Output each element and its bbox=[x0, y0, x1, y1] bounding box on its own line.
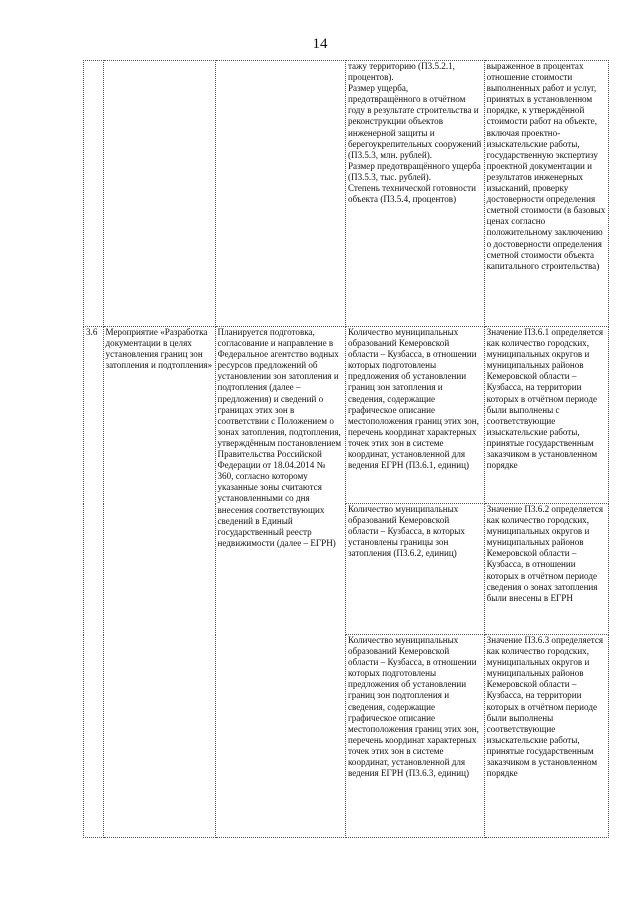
method-text: Значение П3.6.2 определяется как количество городских, муниципальных округов и муниципальных районов Кемеровской области – Кузбасса, в отношении которых в отчётном периоде сведения о зонах затопления были внесены в ЕГРН bbox=[486, 504, 604, 603]
cell-method bbox=[484, 61, 608, 327]
cell-description-empty bbox=[215, 61, 345, 327]
method-text: выраженное в процентах отношение стоимости выполненных работ и услуг, принятых в установленном порядке, к утверждённой стоимости работ на объекте, включая проектно-изыскательские работы, государственную экспертизу проектной документации и результатов инженерных изысканий, проверку достоверности определения сметной стоимости (в базовых ценах согласно положительному заключению о достоверности определения сметной стоимости объекта капитального строительства) bbox=[486, 61, 606, 271]
cell-indicator bbox=[345, 327, 484, 504]
indicator-text: тажу территорию (П3.5.2.1, процентов). Размер ущерба, предотвращённого в отчётном году в результате строительства и реконструкции объектов инженерной защиты и берегоукрепительных сооружений (П3.5.3, млн. рублей). Размер предотвращённого ущерба (П3.5.3, тыс. рублей). Степень технической готовности объекта (П3.5.4, процентов) bbox=[347, 61, 482, 205]
page-number: 14 bbox=[312, 36, 328, 52]
cell-measure-empty bbox=[103, 61, 215, 327]
indicator-text: Количество муниципальных образований Кемеровской области – Кузбасса, в отношении которых подготовлены предложения об установлении границ зон затопления и сведения, содержащие графическое описание местоположения границ этих зон, перечень координат характерных точек этих зон в системе координат, установленной для ведения ЕГРН (П3.6.1, единиц) bbox=[347, 327, 479, 471]
cell-indicator bbox=[345, 504, 484, 635]
measures-table bbox=[83, 60, 609, 838]
cell-measure bbox=[103, 327, 215, 838]
cell-indicator bbox=[345, 61, 484, 327]
measure-description: Планируется подготовка, согласование и направление в Федеральное агентство водных ресурсов предложений об установлении зон затопления и подтопления (далее – предложения) и сведений о границах этих зон в соответствии с Положением о зонах затопления, подтопления, утверждённым постановлением Правительства Российской Федерации от 18.04.2014 № 360, согласно которому указанные зоны считаются установленными со дня внесения соответствующих сведений в Единый государственный реестр недвижимости (далее – ЕГРН) bbox=[217, 327, 342, 548]
cell-description bbox=[215, 327, 345, 838]
cell-method bbox=[484, 635, 608, 838]
cell-method bbox=[484, 327, 608, 504]
method-text: Значение П3.6.1 определяется как количество городских, муниципальных округов и муниципальных районов Кемеровской области – Кузбасса, на территории которых в отчётном периоде были выполнены с соответствующие изыскательские работы, принятые государственным заказчиком в установленном порядке bbox=[486, 327, 604, 471]
method-text: Значение П3.6.3 определяется как количество городских, муниципальных округов и муниципальных районов Кемеровской области – Кузбасса, на территории которых в отчётном периоде были выполнены соответствующие изыскательские работы, принятые государственным заказчиком в установленном порядке bbox=[486, 635, 604, 779]
indicator-text: Количество муниципальных образований Кемеровской области – Кузбасса, в которых установлены границы зон затопления (П3.6.2, единиц) bbox=[347, 504, 465, 559]
cell-indicator bbox=[345, 635, 484, 838]
cell-number-empty bbox=[84, 61, 104, 327]
cell-row-number bbox=[84, 327, 104, 838]
indicator-text: Количество муниципальных образований Кемеровской области – Кузбасса, в отношении которых подготовлены предложения об установлении границ зон подтопления и сведения, содержащие графическое описание местоположения границ этих зон, перечень координат характерных точек этих зон в системе координат, установленной для ведения ЕГРН (П3.6.3, единиц) bbox=[347, 635, 479, 779]
table-row-continued bbox=[84, 61, 609, 327]
table-row-3-6-first bbox=[84, 327, 609, 504]
measure-name: Мероприятие «Разработка документации в целях установления границ зон затопления и подтопления» bbox=[105, 327, 213, 371]
row-number: 3.6 bbox=[86, 327, 98, 337]
cell-method bbox=[484, 504, 608, 635]
